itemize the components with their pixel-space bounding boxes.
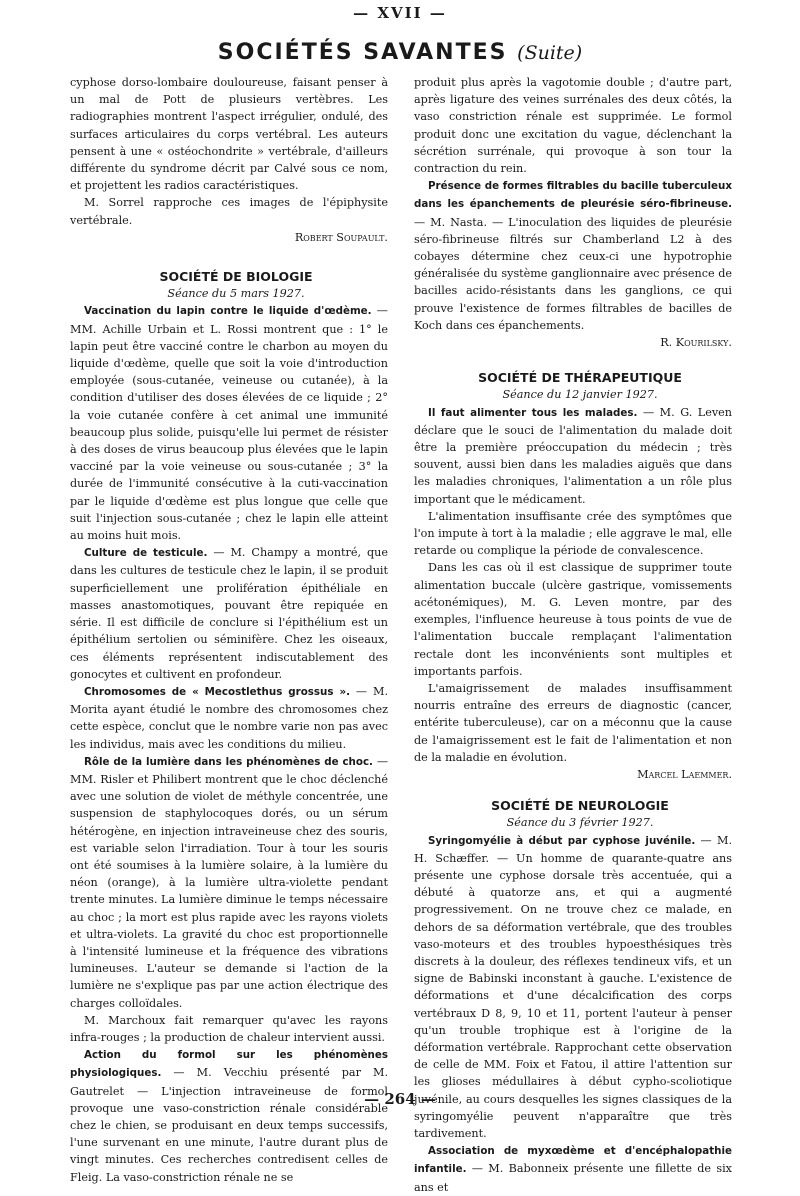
signature: Marcel Laemmer. <box>637 767 732 781</box>
paragraph <box>70 302 388 544</box>
paragraph: M. Marchoux fait remarquer qu'avec les rayons infra-rouges ; la production de chaleur intervient aussi. <box>70 1013 388 1044</box>
session-date: Séance du 12 janvier 1927. <box>502 388 658 402</box>
article-title: Présence de formes filtrables du bacille tuberculeux dans les épanchements de pleurésie séro-fibrineuse. <box>414 180 732 211</box>
page-roman-numeral: — XVII — <box>353 4 447 22</box>
paragraph <box>70 753 388 1012</box>
running-title <box>0 40 800 65</box>
article-title: Chromosomes de « Mecostlethus grossus ». <box>84 685 351 698</box>
article-text: — MM. Achille Urbain et L. Rossi montrent que : 1° le lapin peut être vacciné contre le charbon au moyen du liquide d'œdème, quelle que soit la voie d'introduction employée (sous-cutanée, veineuse ou cutanée), à la condition d'utiliser des doses élevées de ce liquide ; 2° la voie cutanée confère à cet animal une immunité beaucoup plus solide, puisqu'elle lui permet de résister à des doses de virus beaucoup plus élevées que le lapin vacciné par la voie veineuse ou sous-cutanée ; 3° la durée de l'immunité consécutive à la cuti-vaccination par le liquide d'œdème est plus longue que celle que suit l'injection sous-cutanée ; chez le lapin elle atteint au moins huit mois. <box>70 304 388 543</box>
article-text: — M. H. Schæffer. — Un homme de quarante-quatre ans présente une cyphose dorsale très accentuée, qui a débuté à quatorze ans, et qui a augmenté progressivement. On ne trouve chez ce malade, en dehors de sa déformation vertébrale, que des troubles vaso-moteurs et des troubles hypoesthésiques très discrets à la douleur, des réflexes tendineux vifs, et un signe de Babinski inconstant à gauche. L'existence de déformations et d'une décalcification des corps vertébraux D 8, 9, 10 et 11, portent l'auteur à penser qu'un trouble trophique est à l'origine de la déformation vertébrale. Rapprochant cette observation de celle de MM. Foix et Fatou, il attire l'attention sur les glioses médullaires à début cypho-scoliotique juvénile, au cours desquelles les signes classiques de la syringomyélie peuvent n'apparaître que très tardivement. <box>414 833 732 1140</box>
article-title: Rôle de la lumière dans les phénomènes de choc. <box>84 755 373 768</box>
article-text: — M. G. Leven déclare que le souci de l'alimentation du malade doit être la première préoccupation du médecin ; très souvent, aussi bien dans les maladies aiguës que dans les maladies chroniques, l'alimentation a un rôle plus important que le médicament. <box>414 405 733 506</box>
section-heading-therapeutique: SOCIÉTÉ DE THÉRAPEUTIQUE <box>478 370 682 386</box>
article-title: Action du formol sur les phénomènes physiologiques. <box>70 1049 388 1080</box>
session-date: Séance du 3 février 1927. <box>506 816 654 830</box>
paragraph: produit plus après la vagotomie double ; d'autre part, après ligature des veines surrénales des deux côtés, la vaso constriction rénale est supprimée. Le formol produit donc une excitation du vague, déclenchant la sécrétion surrénale, qui provoque à son tour la contraction du rein. <box>414 76 732 176</box>
paragraph: M. Sorrel rapproche ces images de l'épiphysite vertébrale. <box>70 196 388 227</box>
signature: R. Kourilsky. <box>660 336 732 350</box>
title-text: SOCIÉTÉS SAVANTES <box>217 40 508 65</box>
session-date: Séance du 5 mars 1927. <box>167 287 305 301</box>
article-title: Vaccination du lapin contre le liquide d'œdème. <box>84 305 372 318</box>
article-title: Syringomyélie à début par cyphose juvénile. <box>428 834 696 847</box>
paragraph <box>70 544 388 683</box>
paragraph <box>70 1046 388 1186</box>
article-text: — MM. Risler et Philibert montrent que le choc déclenché avec une solution de violet de méthyle concentrée, une suspension de staphylocoques dorés, ou un sérum hétérogène, en injection intraveineuse chez des souris, est variable selon l'irradiation. Tour à tour les souris ont été soumises à la lumière solaire, à la lumière du néon (orange), à la lumière ultra-violette pendant trente minutes. La lumière diminue le temps nécessaire au choc ; la mort est plus rapide avec les rayons violets et ultra-violets. La gravité du choc est proportionnelle à l'intensité lumineuse et la fréquence des vibrations lumineuses. L'auteur se demande si l'action de la lumière ne s'explique pas par une action électrique des charges colloïdales. <box>70 754 389 1010</box>
paragraph: L'alimentation insuffisante crée des symptômes que l'on impute à tort à la maladie ; elle aggrave le mal, elle retarde ou complique la période de convalescence. <box>414 509 732 558</box>
article-text: — M. Vecchiu présenté par M. Gautrelet — L'injection intraveineuse de formol provoque une vaso-constriction rénale considérable chez le chien, se produisant en deux temps successifs, l'une survenant en une minute, l'autre durant plus de vingt minutes. Ces recherches contredisent celles de Fleig. La vaso-constriction rénale ne se <box>70 1066 388 1184</box>
article-title: Association de myxœdème et d'encéphalopathie infantile. <box>414 1145 732 1176</box>
paragraph <box>70 683 388 753</box>
title-suite: (Suite) <box>517 42 583 64</box>
paragraph: L'amaigrissement de malades insuffisamment nourris entraîne des erreurs de diagnostic (cancer, entérite tuberculeuse), car on a méconnu que la cause de l'amaigrissement est le fait de l'alimentation et non de la maladie en évolution. <box>414 681 732 764</box>
article-title: Culture de testicule. <box>84 547 208 560</box>
article-text: — M. Babonneix présente une fillette de six ans et <box>414 1162 732 1194</box>
paragraph <box>414 404 732 508</box>
page-number: — 264 — <box>364 1090 436 1108</box>
paragraph <box>414 177 732 334</box>
left-column <box>70 74 388 1186</box>
paragraph: cyphose dorso-lombaire douloureuse, faisant penser à un mal de Pott de plusieurs vertèbres. Les radiographies montrent l'aspect irrégulier, ondulé, des surfaces articulaires du corps vertébral. Les auteurs pensent à une « ostéochondrite » vertébrale, d'ailleurs différente du syndrome décrit par Calvé sous ce nom, et projettent les radios caractéristiques. <box>70 76 388 193</box>
signature: Robert Soupault. <box>294 230 388 244</box>
article-text: — M. Nasta. — L'inoculation des liquides de pleurésie séro-fibrineuse filtrés sur Chamberland L2 à des cobayes détermine chez ceux-ci une hypotrophie généralisée du système ganglionnaire avec présence de bacilles acido-résistants dans les ganglions, ce qui prouve l'existence de formes filtrables de bacilles de Koch dans ces épanchements. <box>414 215 732 332</box>
section-heading-biologie: SOCIÉTÉ DE BIOLOGIE <box>159 269 313 285</box>
section-heading-neurologie: SOCIÉTÉ DE NEUROLOGIE <box>491 798 669 814</box>
paragraph: Dans les cas où il est classique de supprimer toute alimentation buccale (ulcère gastrique, vomissements acétonémiques), M. G. Leven montre, par des exemples, l'influence heureuse à tous points de vue de l'alimentation buccale remplaçant l'alimentation rectale dont les inconvénients sont multiples et importants parfois. <box>414 561 732 678</box>
article-text: — M. Champy a montré, que dans les cultures de testicule chez le lapin, il se produit superficiellement une prolifération épithéliale en masses anastomotiques, pouvant être repiquée en série. Il est difficile de conclure si l'épithélium est un épithélium sertolien ou séminifère. Chez les oiseaux, ces éléments représentent indiscutablement des gonocytes et cultivent en profondeur. <box>70 546 388 681</box>
article-title: Il faut alimenter tous les malades. <box>428 406 638 419</box>
article-text: — M. Morita ayant étudié le nombre des chromosomes chez cette espèce, conclut que le nombre varie non pas avec les individus, mais avec les conditions du milieu. <box>70 684 389 751</box>
paragraph <box>414 1142 732 1196</box>
right-column <box>414 74 732 1196</box>
